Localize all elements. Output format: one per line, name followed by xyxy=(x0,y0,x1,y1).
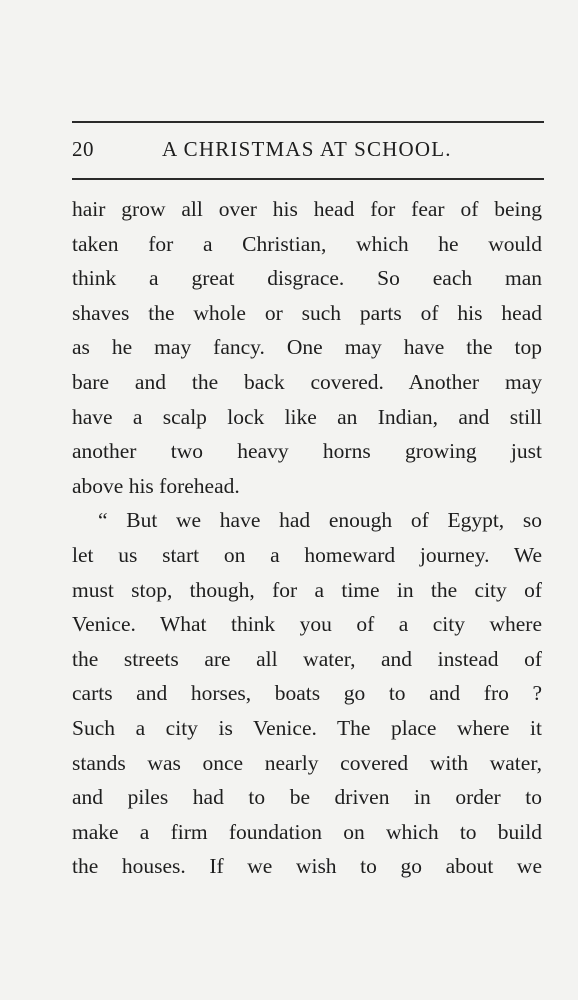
text-line: must stop, though, for a time in the city of xyxy=(72,577,542,602)
text-line: taken for a Christian, which he would xyxy=(72,231,542,256)
text-line: let us start on a homeward journey. We xyxy=(72,542,542,567)
text-line: think a great disgrace. So each man xyxy=(72,266,542,291)
text-line: “ But we have had enough of Egypt, so xyxy=(98,508,542,533)
text-line: carts and horses, boats go to and fro ? xyxy=(72,681,542,706)
text-line: hair grow all over his head for fear of being xyxy=(72,197,542,221)
running-title: A CHRISTMAS AT SCHOOL. xyxy=(162,137,452,161)
text-line: and piles had to be driven in order to xyxy=(72,785,542,810)
text-line: have a scalp lock like an Indian, and still xyxy=(72,404,542,429)
page-number: 20 xyxy=(72,137,94,161)
text-line: make a firm foundation on which to build xyxy=(72,819,542,844)
body-text xyxy=(72,192,542,884)
text-line: Venice. What think you of a city where xyxy=(72,612,542,637)
text-line: stands was once nearly covered with water, xyxy=(72,750,542,775)
text-line: bare and the back covered. Another may xyxy=(72,369,542,394)
page-header xyxy=(72,136,544,162)
text-line: as he may fancy. One may have the top xyxy=(72,335,542,360)
text-line: shaves the whole or such parts of his head xyxy=(72,300,542,325)
header-bottom-rule xyxy=(72,178,544,180)
text-line: the streets are all water, and instead of xyxy=(72,646,542,671)
text-line: another two heavy horns growing just xyxy=(72,439,542,464)
text-line: above his forehead. xyxy=(72,473,240,498)
header-top-rule xyxy=(72,121,544,123)
text-line: the houses. If we wish to go about we xyxy=(72,854,542,879)
text-line: Such a city is Venice. The place where it xyxy=(72,715,542,740)
